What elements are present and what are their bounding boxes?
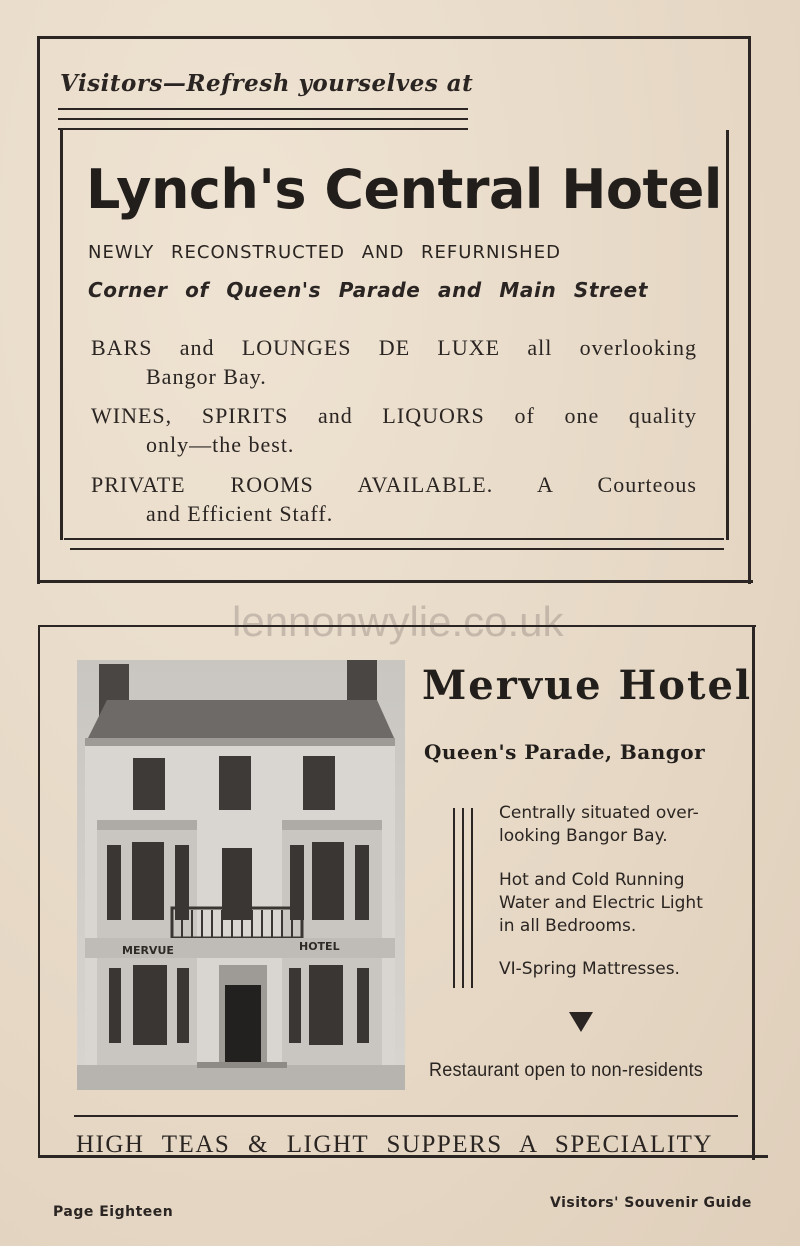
down-arrow-icon <box>569 1012 593 1032</box>
rule <box>58 108 468 110</box>
rule <box>58 118 468 120</box>
lynch-address: Corner of Queen's Parade and Main Street <box>88 278 648 302</box>
lynch-feature-line: and Efficient Staff. <box>146 501 334 526</box>
rule <box>471 808 473 988</box>
mervue-restaurant-note: Restaurant open to non-residents <box>429 1060 704 1081</box>
lynch-feature-line: Bangor Bay. <box>146 364 267 389</box>
rule <box>462 808 464 988</box>
page-number: Page Eighteen <box>53 1204 174 1220</box>
lynch-ad-frame-bottom <box>37 580 753 583</box>
rule <box>74 1115 738 1117</box>
mervue-feature: Centrally situated over- looking Bangor Bay. <box>499 803 699 846</box>
lynch-tagline: Visitors—Refresh yourselves at <box>60 70 474 97</box>
lynch-subtitle: NEWLY RECONSTRUCTED AND REFURNISHED <box>88 242 561 263</box>
lynch-hotel-title: Lynch's Central Hotel <box>86 158 722 221</box>
rule <box>453 808 455 988</box>
lynch-feature-line: WINES, SPIRITS and LIQUORS of one quality <box>91 403 697 428</box>
mervue-ad-frame-right <box>752 625 755 1160</box>
svg-text:MERVUE: MERVUE <box>122 944 174 957</box>
mervue-hotel-title: Mervue Hotel <box>422 662 753 709</box>
mervue-feature: Hot and Cold Running Water and Electric Light in all Bedrooms. <box>499 870 703 936</box>
lynch-feature-line: PRIVATE ROOMS AVAILABLE. A Courteous <box>91 472 697 497</box>
lynch-feature-line: BARS and LOUNGES DE LUXE all overlooking <box>91 335 697 360</box>
rule <box>64 538 724 540</box>
lynch-feature-line: only—the best. <box>146 432 295 457</box>
mervue-address: Queen's Parade, Bangor <box>424 740 706 764</box>
mervue-feature: VI-Spring Mattresses. <box>499 959 680 979</box>
hotel-photo <box>77 660 405 1090</box>
rule <box>70 548 724 550</box>
svg-text:HOTEL: HOTEL <box>299 940 340 953</box>
guide-title: Visitors' Souvenir Guide <box>550 1195 752 1211</box>
mervue-speciality: HIGH TEAS & LIGHT SUPPERS A SPECIALITY <box>76 1131 713 1158</box>
watermark: lennonwylie.co.uk <box>232 598 564 645</box>
